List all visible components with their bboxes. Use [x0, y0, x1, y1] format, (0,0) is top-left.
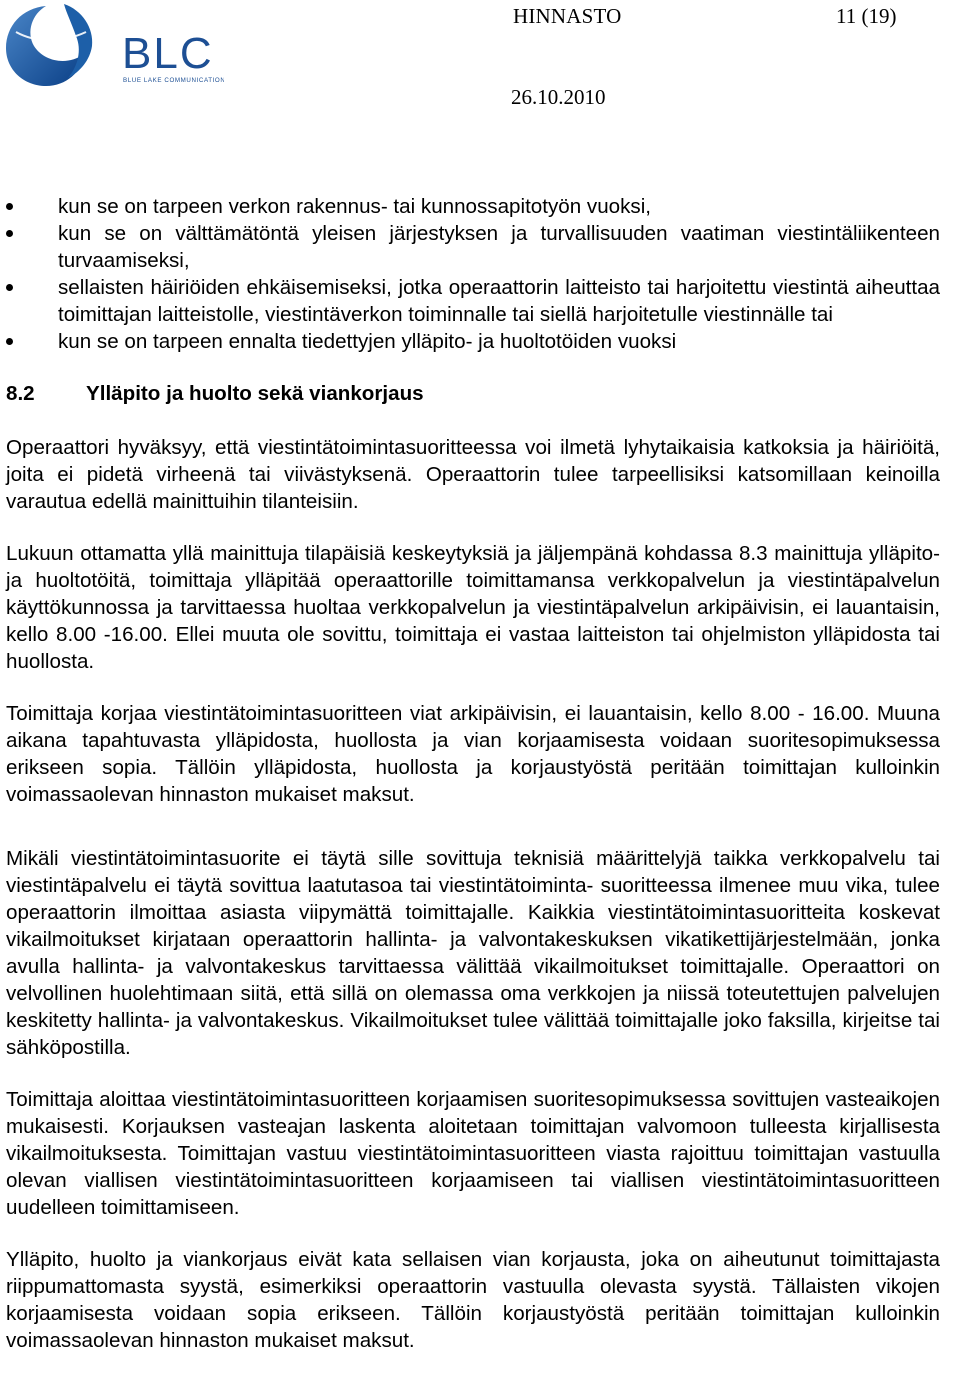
- paragraph: Toimittaja korjaa viestintätoimintasuoritteen viat arkipäivisin, ei lauantaisin, kello 8.00 - 16.00. Muuna aikana tapahtuvasta ylläpidosta, huollosta ja vian korjaamisesta voidaan suoritesopimuksessa erikseen sopia. Tällöin ylläpidosta, huollosta ja korjaustyöstä peritään toimittajan kulloinkin voimassaolevan hinnaston mukaiset maksut.: [6, 702, 940, 806]
- bullet-icon: [6, 203, 13, 210]
- svg-text:BLUE LAKE COMMUNICATIONS: BLUE LAKE COMMUNICATIONS: [123, 77, 224, 84]
- bullet-icon: [6, 338, 13, 345]
- section-heading: [6, 380, 940, 407]
- paragraph: Ylläpito, huolto ja viankorjaus eivät kata sellaisen vian korjausta, joka on aiheutunut toimittajasta riippumattomasta syystä, esimerkiksi operaattorin vastuulla olevasta syystä. Tällaisten vikojen korjaamisesta voidaan sopia erikseen. Tällöin korjaustyöstä peritään toimittajan kulloinkin voimassaolevan hinnaston mukaiset maksut.: [6, 1248, 940, 1352]
- paragraph: Operaattori hyväksyy, että viestintätoimintasuoritteessa voi ilmetä lyhytaikaisia katkoksia ja häiriöitä, joita ei pidetä virheenä tai viivästyksenä. Operaattorin tulee tarpeellisiksi katsomillaan keinoilla varautua edellä mainittuihin tilanteisiin.: [6, 436, 940, 513]
- paragraph: Mikäli viestintätoimintasuorite ei täytä sille sovittuja teknisiä määrittelyjä taikka verkkopalvelu tai viestintäpalvelu ei täytä sovittua laatutasoa tai viestintätoiminta- suoritteessa ilmenee muu vika, tulee operaattorin ilmoittaa asiasta viipymättä toimittajalle. Kaikkia viestintätoimintasuoritteita koskevat vikailmoitukset kirjataan operaattorin hallinta- ja valvontakeskuksen vikatikettijärjestelmään, jonka avulla hallinta- ja valvontakeskus tarvittaessa välittää vikailmoitukset toimittajalle. Operaattori on velvollinen huolehtimaan siitä, että sillä on olemassa oma verkkojen ja niissä toteutettujen palvelujen keskitetty hallinta- ja valvontakeskus. Vikailmoitukset tulee välittää toimittajalle joko faksilla, kirjeitse tai sähköpostilla.: [6, 847, 940, 1059]
- list-item: sellaisten häiriöiden ehkäisemiseksi, jotka operaattorin laitteisto tai harjoitettu viestintä aiheuttaa toimittajan laitteistolle, viestintäverkon toiminnalle tai siellä harjoitetulle viestinnälle tai: [6, 274, 940, 328]
- blc-logo-icon: [4, 2, 224, 88]
- list-item: kun se on tarpeen ennalta tiedettyjen ylläpito- ja huoltotöiden vuoksi: [6, 328, 940, 355]
- svg-text:BLC: BLC: [122, 29, 214, 78]
- document-title: HINNASTO: [513, 4, 622, 28]
- page-number: 11 (19): [836, 4, 897, 28]
- section-number: 8.2: [6, 382, 35, 405]
- bullet-icon: [6, 230, 13, 237]
- document-date: 26.10.2010: [511, 85, 606, 109]
- bullet-icon: [6, 284, 13, 291]
- list-item: kun se on tarpeen verkon rakennus- tai kunnossapitotyön vuoksi,: [6, 193, 940, 220]
- company-logo: [4, 2, 224, 88]
- paragraph: Lukuun ottamatta yllä mainittuja tilapäisiä keskeytyksiä ja jäljempänä kohdassa 8.3 mainittuja ylläpito- ja huoltotöitä, toimittaja ylläpitää operaattorille toimittamansa verkkopalvelun ja viestintäpalvelun käyttökunnossa ja tarvittaessa huoltaa verkkopalvelun ja viestintäpalvelun arkipäivisin, ei lauantaisin, kello 8.00 -16.00. Ellei muuta ole sovittu, toimittaja ei vastaa laitteiston tai ohjelmiston ylläpidosta tai huollosta.: [6, 542, 940, 673]
- document-body: [6, 193, 940, 1354]
- paragraph: Toimittaja aloittaa viestintätoimintasuoritteen korjaamisen suoritesopimuksessa sovittujen vasteaikojen mukaisesti. Korjauksen vasteajan laskenta aloitetaan toimittajan valvomoon tulleesta kirjallisesta vikailmoituksesta. Toimittajan vastuu viestintätoimintasuoritteen viasta rajoittuu toimittajan vastuulla olevan viallisen viestintätoimintasuoritteen korjaamiseen tai viallisen viestintätoimintasuoritteen uudelleen toimittamiseen.: [6, 1088, 940, 1219]
- bullet-list: [6, 193, 940, 355]
- section-title: Ylläpito ja huolto sekä viankorjaus: [86, 382, 424, 405]
- list-item: kun se on välttämätöntä yleisen järjestyksen ja turvallisuuden vaatiman viestintäliikenteen turvaamiseksi,: [6, 220, 940, 274]
